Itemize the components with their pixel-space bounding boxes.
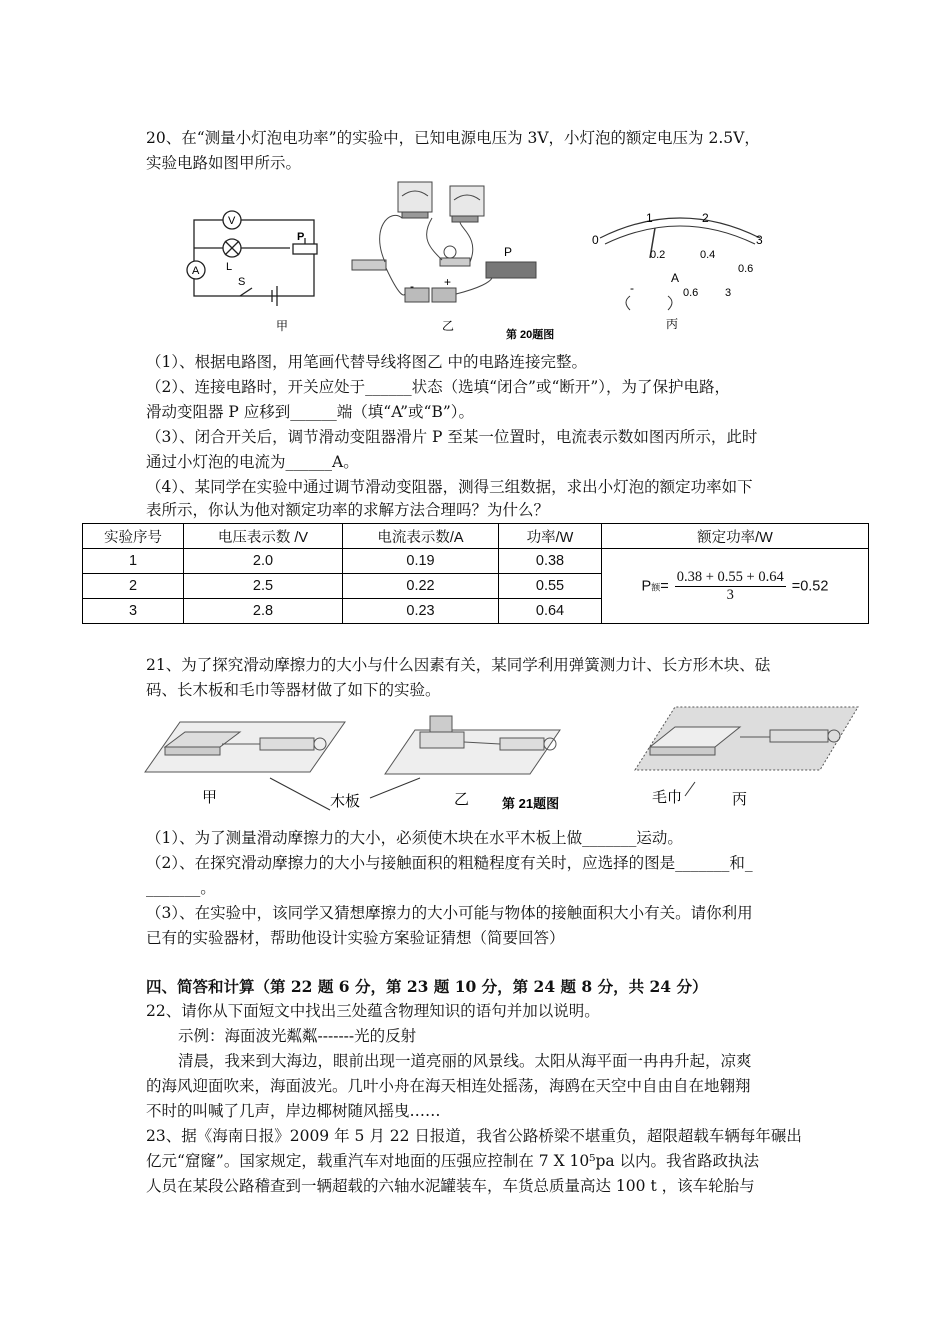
q22-intro: 22、请你从下面短文中找出三处蕴含物理知识的语句并加以说明。	[146, 1002, 600, 1020]
q23-line-3: 人员在某段公路稽查到一辆超载的六轴水泥罐装车，车货总质量高达 100 t ，该车轮胎与	[146, 1177, 755, 1195]
dial-scale-0-2: 0.2	[650, 249, 666, 261]
table-cell: 2	[83, 574, 184, 599]
table-header: 实验序号	[83, 524, 184, 549]
q20-part-4-line-2: 表所示，你认为他对额定功率的求解方法合理吗？为什么？	[146, 501, 550, 519]
section-4-title: 四、简答和计算（第 22 题 6 分，第 23 题 10 分，第 24 题 8 分，共 24 分）	[146, 977, 708, 996]
fig21-label-yi: 乙	[454, 791, 470, 808]
q23-line-2: 亿元“窟窿”。国家规定，载重汽车对地面的压强应控制在 7 X 10⁵pa 以内。我省路政执法	[146, 1152, 760, 1170]
q20-figure	[180, 178, 780, 343]
q21-part-3-line-1: （3）、在实验中，该同学又猜想摩擦力的大小可能与物体的接触面积大小有关。请你利用	[146, 904, 753, 922]
table-cell: 0.22	[343, 574, 499, 599]
q21-part-1: （1）、为了测量滑动摩擦力的大小，必须使木块在水平木板上做_______运动。	[146, 829, 683, 847]
fig21-label-wood-board: 木板	[330, 793, 361, 810]
fig21-label-towel: 毛巾	[652, 789, 683, 806]
circuit-diagram-jia	[187, 211, 317, 306]
q20-part-3-line-1: （3）、闭合开关后，调节滑动变阻器滑片 P 至某一位置时，电流表示数如图丙所示，此时	[146, 428, 758, 446]
switch-label: S	[238, 276, 246, 288]
setup-yi	[370, 716, 560, 798]
formula-fraction	[675, 569, 786, 604]
fig21-label-jia: 甲	[202, 789, 218, 806]
rheostat-label: P	[297, 231, 305, 243]
fig-label-jia: 甲	[276, 319, 289, 333]
q21-intro-line-1: 21、为了探究滑动摩擦力的大小与什么因素有关，某同学利用弹簧测力计、长方形木块、砝	[146, 656, 771, 674]
formula-result: =0.52	[791, 577, 829, 594]
q20-part-1: （1）、根据电路图，用笔画代替导线将图乙 中的电路连接完整。	[146, 353, 588, 371]
q20-part-2-line-1: （2）、连接电路时，开关应处于______状态（选填“闭合”或“断开”），为了保护电路，	[146, 378, 731, 396]
terminal-0-6-label: 0.6	[683, 287, 699, 299]
table-header: 额定功率/W	[602, 524, 869, 549]
formula-prefix: P	[641, 577, 652, 594]
table-cell: 2.5	[184, 574, 343, 599]
rated-power-formula-cell	[602, 549, 869, 624]
minus-terminal-label: -	[410, 279, 414, 293]
table-cell: 0.55	[499, 574, 602, 599]
setup-jia	[145, 722, 345, 810]
q21-part-2-line-1: （2）、在探究滑动摩擦力的大小与接触面积的粗糙程度有关时，应选择的图是_______和_	[146, 854, 753, 872]
table-cell: 0.19	[343, 549, 499, 574]
terminal-minus-label: -	[630, 281, 634, 295]
dial-scale-3: 3	[756, 233, 763, 247]
q22-passage-line-2: 的海风迎面吹来，海面波光。几叶小舟在海天相连处摇荡，海鸥在天空中自由自在地翱翔	[146, 1077, 751, 1095]
formula-denominator: 3	[726, 586, 734, 603]
q21-figure-caption: 第 21题图	[502, 796, 560, 811]
ammeter-symbol: A	[192, 265, 200, 277]
dial-scale-1: 1	[646, 211, 653, 225]
setup-bing	[635, 707, 858, 796]
rheostat-p-label: P	[504, 245, 513, 259]
q23-line-1: 23、据《海南日报》2009 年 5 月 22 日报道，我省公路桥梁不堪重负，超限超载车辆每年碾出	[146, 1127, 802, 1145]
table-cell: 0.23	[343, 599, 499, 624]
q22-passage-line-3: 不时的叫喊了几声，岸边椰树随风摇曳……	[146, 1102, 441, 1120]
table-cell: 0.38	[499, 549, 602, 574]
q22-example: 示例：海面波光粼粼-------光的反射	[178, 1027, 417, 1045]
table-header: 电压表示数 /V	[184, 524, 343, 549]
terminal-3-label: 3	[725, 287, 732, 299]
q20-intro-line-1: 20、在“测量小灯泡电功率”的实验中，已知电源电压为 3V，小灯泡的额定电压为 2.5V，	[146, 129, 760, 147]
q20-part-3-line-2: 通过小灯泡的电流为______A。	[146, 453, 359, 471]
dial-scale-0: 0	[592, 233, 599, 247]
q20-figure-caption: 第 20题图	[506, 329, 555, 341]
table-cell: 0.64	[499, 599, 602, 624]
lamp-label: L	[226, 261, 233, 273]
q20-intro-line-2: 实验电路如图甲所示。	[146, 154, 302, 172]
formula-equals: =	[660, 577, 669, 594]
dial-unit-a: A	[671, 271, 680, 285]
dial-scale-2: 2	[702, 211, 709, 225]
q20-part-4-line-1: （4）、某同学在实验中通过调节滑动变阻器，测得三组数据，求出小灯泡的额定功率如下	[146, 478, 753, 496]
dial-scale-0-4: 0.4	[700, 249, 716, 261]
q21-part-3-line-2: 已有的实验器材，帮助他设计实验方案验证猜想（简要回答）	[146, 929, 565, 947]
table-cell: 2.8	[184, 599, 343, 624]
fig21-label-bing: 丙	[732, 791, 748, 808]
voltmeter-symbol: V	[228, 215, 236, 227]
q22-passage-line-1: 清晨，我来到大海边，眼前出现一道亮丽的风景线。太阳从海平面一冉冉升起，凉爽	[178, 1052, 752, 1070]
q20-data-table	[82, 523, 869, 624]
q21-part-2-line-2: _______。	[146, 879, 216, 897]
formula-subscript: 额	[651, 581, 661, 592]
plus-terminal-label: +	[444, 275, 452, 289]
table-row	[83, 549, 869, 574]
q21-figure	[140, 702, 860, 817]
table-cell: 3	[83, 599, 184, 624]
dial-scale-0-6: 0.6	[738, 263, 754, 275]
ammeter-dial-bing	[600, 218, 760, 310]
table-cell: 1	[83, 549, 184, 574]
table-header-row	[83, 524, 869, 549]
table-header: 电流表示数/A	[343, 524, 499, 549]
table-cell: 2.0	[184, 549, 343, 574]
fig-label-bing: 丙	[666, 317, 679, 331]
fig-label-yi: 乙	[442, 319, 455, 333]
formula-numerator: 0.38 + 0.55 + 0.64	[676, 568, 784, 585]
q20-part-2-line-2: 滑动变阻器 P 应移到______端（填“A”或“B”）。	[146, 403, 475, 421]
table-header: 功率/W	[499, 524, 602, 549]
q21-intro-line-2: 码、长木板和毛巾等器材做了如下的实验。	[146, 681, 441, 699]
